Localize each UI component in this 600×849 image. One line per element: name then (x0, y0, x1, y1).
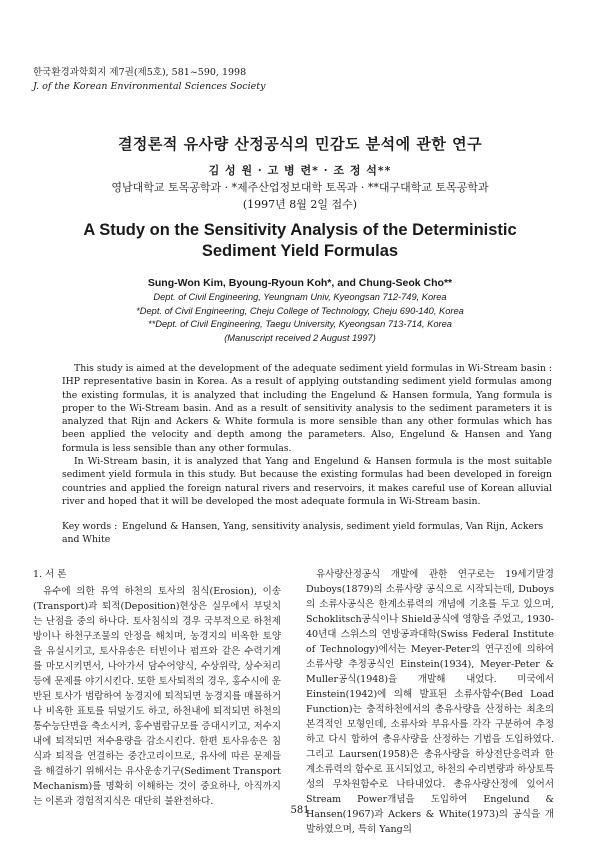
abstract (62, 362, 552, 508)
keywords-text: Engelund & Hansen, Yang, sensitivity analysis, sediment yield formulas, Van Rijn, Ackers and White (62, 521, 544, 546)
korean-title: 결정론적 유사량 산정공식의 민감도 분석에 관한 연구 (117, 135, 483, 153)
page-number: 581 (290, 805, 310, 816)
english-title (0, 220, 600, 262)
abstract-paragraph-2: In Wi-Stream basin, it is analyzed that Yang and Engelund & Hansen formula is the most suitable sediment yield formula in this study. But because the existing formulas had been developed in foreign countries and applied the foreign natural rivers and reservoirs, it makes careful use of Korean alluvial river and hoped that it will be developed the most adequate formula in Wi-Stream basin. (62, 456, 552, 507)
korean-received: (1997년 8월 2일 접수) (242, 198, 358, 211)
abstract-paragraph-1: This study is aimed at the development of the adequate sediment yield formulas in Wi-Stream basin : IHP representative basin in Korea. As a result of applying outstanding sediment yield formulas among the existing formulas, it is analyzed that including the Engelund & Hansen formula, Yang formula is proper to the Wi-Stream basin. And as a result of sensitivity analysis to the sediment parameters it is analyzed that Rijn and Ackers & White formula is more sensible than any other formulas which has been applied the velocity and depth among the parameters. Also, Engelund & Hansen and Yang formula is less sensible than any other formulas. (62, 363, 552, 454)
english-title-line2: Sediment Yield Formulas (201, 242, 399, 260)
affiliation-3: **Dept. of Civil Engineering, Taegu University, Kyeongsan 713-714, Korea (148, 319, 452, 329)
journal-citation: 한국환경과학회지 제7권(제5호), 581~590, 1998 (33, 67, 247, 78)
journal-name-english: J. of the Korean Environmental Sciences Society (33, 81, 266, 92)
body-paragraph-left: 유수에 의한 유역 하천의 토사의 침식(Erosion), 이송(Transport)과 퇴적(Deposition)현상은 실무에서 부딪치는 난점을 중의 하나다. 토사침식의 경우 국부적으로 하천제방이나 하천구조물의 안정을 해치며, 농경지의 비옥한 토양을 유실시키고, 토사유송은 터빈이나 펌프와 같은 수력기계를 마모시키면서, 나아가서 담수어양식, 수상위락, 상수처리 등에 문제를 야기시킨다. 또한 토사퇴적의 경우, 홍수시에 운반된 토사가 범람하여 농경지에 퇴적되면 농경지를 매몰하거나 비옥한 표토를 뒤덮기도 하고, 하천내에 퇴적되면 하천의 통수능단면을 축소시켜, 홍수범람규모를 증대시키고, 저수지내에 퇴적되면 저수용량을 감소시킨다. 한편 토사유송은 침식과 퇴적을 연결하는 중간고리이므로, 유사에 따른 문제들을 해결하기 위해서는 유사운송기구(Sediment Transport Mechanism)를 명확히 이해하는 것이 중요하나, 아직까지는 이론과 경험적지식은 대단히 불완전하다. (33, 586, 281, 807)
english-received: (Manuscript received 2 August 1997) (224, 332, 376, 343)
english-title-line1: A Study on the Sensitivity Analysis of the Deterministic (83, 221, 517, 239)
journal-header (33, 66, 265, 94)
english-author-block (0, 275, 600, 345)
keywords (62, 520, 552, 547)
korean-authors: 김 성 원 · 고 병 련* · 조 정 석** (208, 164, 392, 177)
section-title-introduction: 1. 서 론 (33, 569, 67, 580)
english-authors: Sung-Won Kim, Byoung-Ryoun Koh*, and Chung-Seok Cho** (147, 277, 453, 289)
affiliation-2: *Dept. of Civil Engineering, Cheju College of Technology, Cheju 690-140, Korea (136, 305, 464, 316)
body-right-column (306, 567, 554, 837)
body-left-column (33, 567, 281, 809)
korean-affiliation: 영남대학교 토목공학과 · *제주산업정보대학 토목과 · **대구대학교 토목공학과 (111, 181, 489, 194)
body-paragraph-right: 유사량산정공식 개발에 관한 연구로는 19세기말경 Duboys(1879)의 소류사량 공식으로 시작되는데, Duboys의 소류사공식은 한계소류력의 개념에 기초를 두고 있으며, Schoklitsch공식이나 Shield공식에 영향을 주었고, 1930-40년대 스위스의 연방공과대학(Swiss Federal Institute of Technology)에서는 Meyer-Peter의 연구진에 의하여 소류사량 추정공식인 Einstein(1934), Meyer-Peter & Muller공식(1948)을 개발해 내었다. 미국에서 Einstein(1942)에 의해 발표된 소류사함수(Bed Load Function)는 충적하천에서의 총유사량을 산정하는 최초의 본격적인 모형인데, 소류사와 부유사를 각각 구분하여 추정하고 다시 합하여 총유사량을 산정하는 기법을 도입하였다. 그리고 Laursen(1958)은 총유사량을 하상전단응력과 한계소류력의 함수로 표시되었고, 하천의 수리변량과 하상토특성의 무차원함수로 나타내었다. 총유사량산정에 있어서 Stream Power개념을 도입하여 Engelund & Hansen(1967)과 Ackers & White(1973)의 공식을 개발하였으며, 특히 Yang의 (306, 569, 554, 835)
korean-author-block (0, 162, 600, 213)
keywords-label: Key words : (62, 521, 118, 532)
affiliation-1: Dept. of Civil Engineering, Yeungnam Univ, Kyeongsan 712-749, Korea (153, 292, 447, 302)
